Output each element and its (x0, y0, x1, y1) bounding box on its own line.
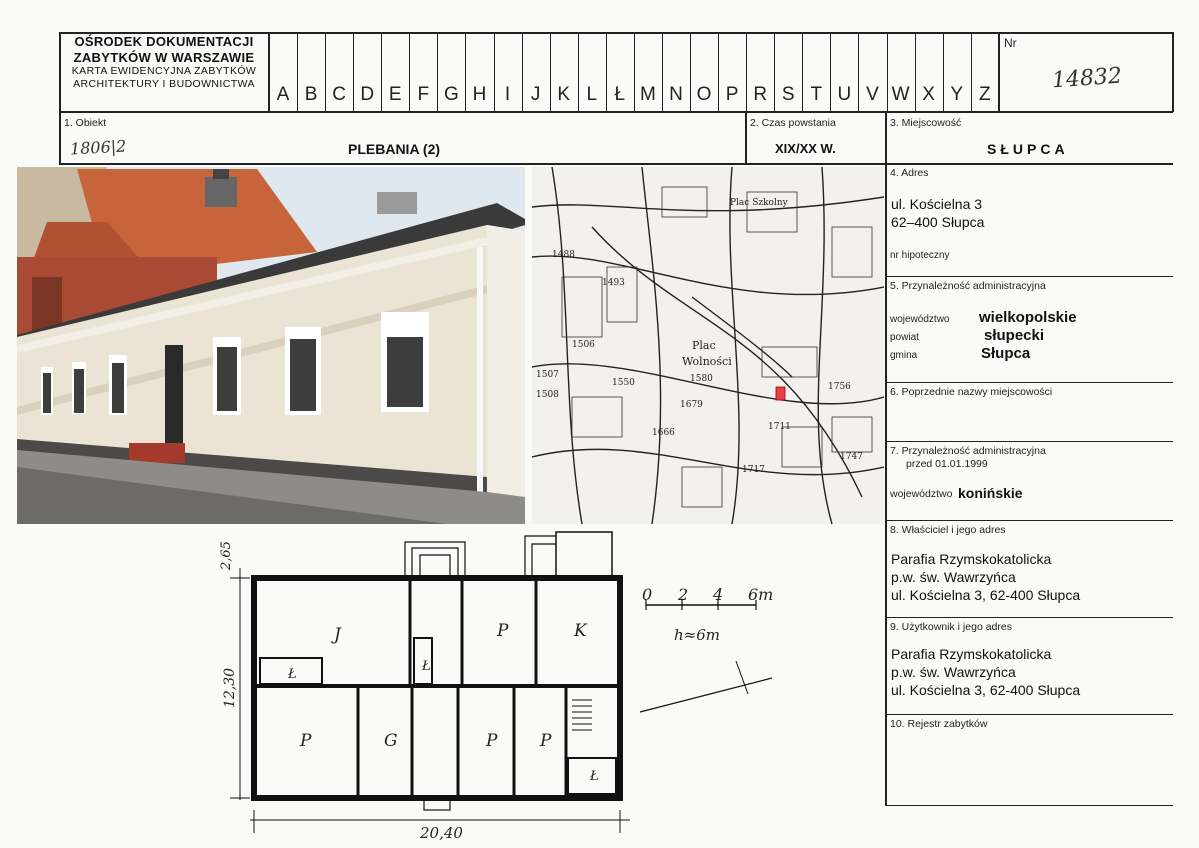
letter-index-9: J (530, 84, 541, 105)
letter-index-19: T (810, 84, 823, 105)
adres-line-1: ul. Kościelna 3 (891, 196, 983, 212)
svg-text:Plac: Plac (692, 339, 716, 352)
przynaleznosc99-label: 7. Przynależność administracyjna (890, 445, 1046, 457)
svg-text:Plac Szkolny: Plac Szkolny (730, 198, 788, 208)
powiat-label: powiat (890, 332, 919, 343)
room-label-2: K (574, 621, 587, 641)
dim-depth-label: 12,30 (222, 667, 238, 708)
wlasciciel-label: 8. Właściciel i jego adres (890, 524, 1006, 536)
letter-index-20: U (837, 84, 852, 105)
letter-index-21: V (866, 84, 879, 105)
miejscowosc-label: 3. Miejscowość (890, 117, 962, 129)
letter-index-6: G (444, 84, 459, 105)
wlasciciel-line-3: ul. Kościelna 3, 62-400 Słupca (891, 587, 1081, 603)
letter-index-25: Z (978, 84, 991, 105)
letter-index-4: E (388, 84, 402, 105)
letter-index-2: C (332, 84, 346, 105)
letter-index-0: A (276, 84, 290, 105)
svg-text:1756: 1756 (828, 382, 851, 392)
nr-value: 14832 (1051, 63, 1123, 94)
floor-plan (200, 528, 800, 843)
scale-tick-1: 2 (678, 585, 689, 604)
wojewodztwo99-label: województwo (890, 488, 953, 500)
czas-value: XIX/XX W. (775, 141, 836, 156)
svg-text:1493: 1493 (602, 278, 625, 288)
svg-text:1666: 1666 (652, 428, 675, 438)
room-label-3: Ł (288, 667, 297, 682)
uzytkownik-line-1: Parafia Rzymskokatolicka (891, 646, 1052, 662)
height-note: h≈6m (674, 626, 720, 644)
room-label-9: Ł (590, 769, 599, 784)
letter-index-14: N (669, 84, 683, 105)
svg-text:1506: 1506 (572, 340, 595, 350)
svg-text:Wolności: Wolności (682, 355, 732, 368)
letter-index-17: R (753, 84, 768, 105)
adres-label: 4. Adres (890, 167, 929, 179)
room-label-5: P (300, 731, 312, 751)
letter-index-5: F (417, 84, 430, 105)
institution-title (60, 34, 268, 90)
subtitle-line-1: KARTA EWIDENCYJNA ZABYTKÓW (71, 65, 257, 78)
letter-index-15: O (696, 84, 712, 105)
svg-text:1747: 1747 (840, 452, 863, 462)
letter-index-10: K (557, 84, 571, 105)
letter-index-16: P (725, 84, 739, 105)
letter-index-24: Y (950, 84, 964, 105)
svg-text:1488: 1488 (552, 250, 575, 260)
room-label-8: P (540, 731, 552, 751)
building-photo (17, 167, 525, 524)
room-label-4: Ł (422, 659, 431, 674)
gmina-label: gmina (890, 350, 918, 361)
przynaleznosc99-sub: przed 01.01.1999 (906, 458, 988, 470)
obiekt-value: PLEBANIA (2) (348, 141, 441, 157)
poprzednie-label: 6. Poprzednie nazwy miejscowości (890, 386, 1053, 398)
powiat-value: słupecki (984, 327, 1045, 344)
czas-label: 2. Czas powstania (750, 117, 836, 129)
letter-index-18: S (781, 84, 795, 105)
miejscowosc-value: SŁUPCA (987, 141, 1069, 157)
title-line-2: ZABYTKÓW W WARSZAWIE (73, 49, 255, 65)
letter-index-8: I (504, 84, 511, 105)
wlasciciel-line-1: Parafia Rzymskokatolicka (891, 551, 1052, 567)
dim-porch-label: 2,65 (219, 541, 234, 570)
wlasciciel-line-2: p.w. św. Wawrzyńca (891, 569, 1016, 585)
scale-tick-3: 6m (748, 585, 774, 604)
letter-index-12: Ł (614, 84, 626, 105)
uzytkownik-label: 9. Użytkownik i jego adres (890, 621, 1012, 633)
dim-width-label: 20,40 (420, 824, 463, 842)
wojewodztwo-label: województwo (890, 314, 950, 325)
letter-index-23: X (922, 84, 935, 105)
rejestr-label: 10. Rejestr zabytków (890, 718, 988, 730)
obiekt-label: 1. Obiekt (64, 117, 107, 129)
svg-text:1679: 1679 (680, 400, 703, 410)
uzytkownik-line-3: ul. Kościelna 3, 62-400 Słupca (891, 682, 1081, 698)
cadastral-map (532, 167, 884, 524)
letter-index-22: W (891, 84, 910, 105)
svg-text:1580: 1580 (690, 374, 713, 384)
nr-label: Nr (1004, 36, 1017, 50)
letter-index-1: B (304, 84, 318, 105)
subtitle-line-2: ARCHITEKTURY I BUDOWNICTWA (73, 77, 255, 90)
obiekt-code: 1806|2 (69, 136, 127, 159)
room-label-6: G (384, 731, 398, 751)
adres-line-2: 62–400 Słupca (891, 214, 985, 230)
scale-tick-0: 0 (642, 585, 653, 604)
svg-text:1717: 1717 (742, 465, 765, 475)
przynaleznosc-label: 5. Przynależność administracyjna (890, 280, 1046, 292)
room-label-1: P (497, 621, 509, 641)
svg-text:1550: 1550 (612, 378, 635, 388)
letter-index-3: D (360, 84, 375, 105)
letter-index-11: L (586, 84, 598, 105)
room-label-0: J (334, 625, 341, 645)
svg-text:1507: 1507 (536, 370, 559, 380)
letter-index-13: M (639, 84, 656, 105)
title-line-1: OŚRODEK DOKUMENTACJI (74, 34, 254, 49)
wojewodztwo99-value: konińskie (958, 485, 1023, 501)
letter-index-7: H (472, 84, 487, 105)
uzytkownik-line-2: p.w. św. Wawrzyńca (891, 664, 1016, 680)
scale-tick-2: 4 (713, 585, 724, 604)
svg-text:1508: 1508 (536, 390, 559, 400)
gmina-value: Słupca (981, 345, 1031, 362)
room-label-7: P (486, 731, 498, 751)
hipoteczny-label: nr hipoteczny (890, 250, 950, 261)
wojewodztwo-value: wielkopolskie (979, 309, 1077, 326)
svg-text:1711: 1711 (768, 422, 791, 432)
